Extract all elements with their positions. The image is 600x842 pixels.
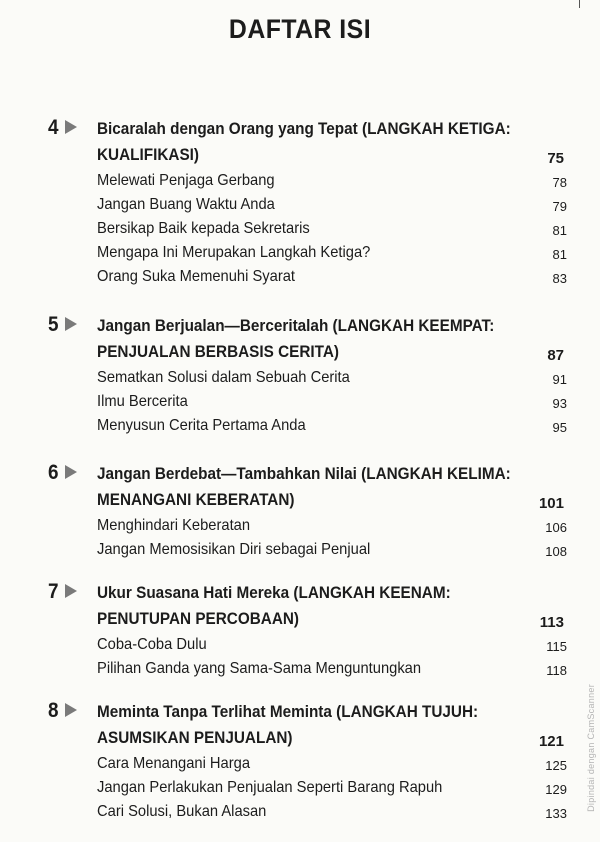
scan-edge-mark <box>579 0 580 8</box>
chapter-number: 7 <box>48 580 59 603</box>
entry-page-number: 95 <box>552 420 567 435</box>
chapter-page-number: 101 <box>538 495 564 512</box>
chapter-title <box>97 699 502 751</box>
entry-label: Sematkan Solusi dalam Sebuah Cerita <box>97 369 350 386</box>
entry-label: Ilmu Bercerita <box>97 393 188 410</box>
play-arrow-icon <box>64 464 78 480</box>
chapter-title-line: Meminta Tanpa Terlihat Meminta (LANGKAH TUJUH: <box>97 702 479 721</box>
entry-list <box>97 752 567 824</box>
entry-label: Melewati Penjaga Gerbang <box>97 172 275 189</box>
entry-page-number: 106 <box>545 520 567 535</box>
chapter-7 <box>0 580 600 681</box>
entry-page-number: 118 <box>546 663 567 678</box>
entry-page-number: 93 <box>552 396 567 411</box>
list-item <box>97 538 567 562</box>
chapter-page-number: 87 <box>547 347 564 364</box>
scanner-watermark: Dipindai dengan CamScanner <box>586 684 596 812</box>
chapter-page-number: 75 <box>547 150 564 167</box>
entry-label: Bersikap Baik kepada Sekretaris <box>97 220 310 237</box>
entry-list <box>97 366 567 438</box>
entry-label: Jangan Buang Waktu Anda <box>97 196 275 213</box>
entry-page-number: 83 <box>552 271 567 286</box>
entry-label: Mengapa Ini Merupakan Langkah Ketiga? <box>97 244 371 261</box>
chapter-6 <box>0 461 600 562</box>
entry-label: Jangan Perlakukan Penjualan Seperti Barang Rapuh <box>97 779 443 796</box>
entry-list <box>97 514 567 562</box>
chapter-number: 4 <box>48 116 59 139</box>
list-item <box>97 241 567 265</box>
chapter-number: 5 <box>48 313 59 336</box>
entry-page-number: 81 <box>552 247 567 262</box>
entry-page-number: 108 <box>545 544 567 559</box>
chapter-title <box>97 580 502 632</box>
entry-label: Cari Solusi, Bukan Alasan <box>97 803 267 820</box>
list-item <box>97 390 567 414</box>
chapter-title-line: PENUTUPAN PERCOBAAN) <box>97 609 300 628</box>
chapter-title <box>97 116 511 168</box>
entry-label: Jangan Memosisikan Diri sebagai Penjual <box>97 541 371 558</box>
chapter-title-line: PENJUALAN BERBASIS CERITA) <box>97 342 339 361</box>
play-arrow-icon <box>64 702 78 718</box>
entry-label: Menghindari Keberatan <box>97 517 251 534</box>
entry-list <box>97 633 567 681</box>
chapter-title-line: Jangan Berdebat—Tambahkan Nilai (LANGKAH KELIMA: <box>97 464 511 483</box>
list-item <box>97 514 567 538</box>
list-item <box>97 217 567 241</box>
play-arrow-icon <box>64 316 78 332</box>
chapter-title-line: KUALIFIKASI) <box>97 145 199 164</box>
list-item <box>97 633 567 657</box>
list-item <box>97 800 567 824</box>
entry-page-number: 129 <box>545 782 567 797</box>
entry-page-number: 115 <box>546 639 567 654</box>
chapter-title-line: MENANGANI KEBERATAN) <box>97 490 295 509</box>
list-item <box>97 752 567 776</box>
chapter-page-number: 113 <box>539 614 564 631</box>
chapter-8 <box>0 699 600 824</box>
chapter-title-line: ASUMSIKAN PENJUALAN) <box>97 728 293 747</box>
list-item <box>97 265 567 289</box>
list-item <box>97 414 567 438</box>
entry-page-number: 81 <box>552 223 567 238</box>
list-item <box>97 657 567 681</box>
entry-list <box>97 169 567 289</box>
entry-label: Coba-Coba Dulu <box>97 636 207 653</box>
entry-page-number: 78 <box>552 175 567 190</box>
play-arrow-icon <box>64 119 78 135</box>
entry-page-number: 133 <box>545 806 567 821</box>
entry-page-number: 91 <box>552 372 567 387</box>
entry-label: Cara Menangani Harga <box>97 755 251 772</box>
list-item <box>97 366 567 390</box>
chapter-title <box>97 313 502 365</box>
chapter-number: 8 <box>48 699 59 722</box>
entry-label: Menyusun Cerita Pertama Anda <box>97 417 306 434</box>
entry-page-number: 125 <box>545 758 567 773</box>
list-item <box>97 776 567 800</box>
chapter-5 <box>0 313 600 438</box>
page-title: DAFTAR ISI <box>228 14 372 44</box>
entry-label: Orang Suka Memenuhi Syarat <box>97 268 296 285</box>
entry-page-number: 79 <box>552 199 567 214</box>
chapter-number: 6 <box>48 461 59 484</box>
chapter-title <box>97 461 511 513</box>
play-arrow-icon <box>64 583 78 599</box>
list-item <box>97 193 567 217</box>
chapter-title-line: Bicaralah dengan Orang yang Tepat (LANGKAH KETIGA: <box>97 119 511 138</box>
chapter-title-line: Ukur Suasana Hati Mereka (LANGKAH KEENAM: <box>97 583 451 602</box>
chapter-4 <box>0 116 600 289</box>
entry-label: Pilihan Ganda yang Sama-Sama Menguntungkan <box>97 660 422 677</box>
chapter-title-line: Jangan Berjualan—Berceritalah (LANGKAH KEEMPAT: <box>97 316 495 335</box>
chapter-page-number: 121 <box>538 733 564 750</box>
list-item <box>97 169 567 193</box>
